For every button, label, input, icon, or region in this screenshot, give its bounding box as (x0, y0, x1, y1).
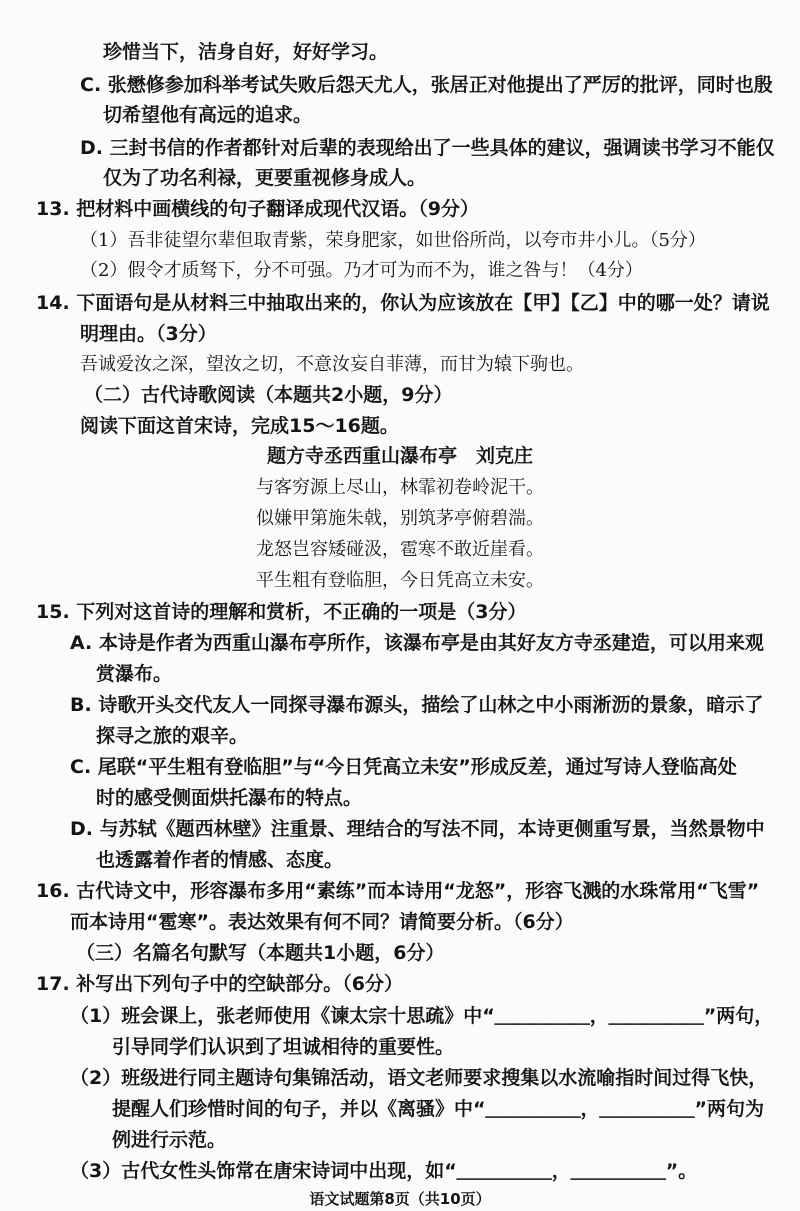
question-15: 15. 下列对这首诗的理解和赏析，不正确的一项是（3分） (36, 601, 527, 623)
question-17: 17. 补写出下列句子中的空缺部分。（6分） (36, 973, 403, 995)
option-a: A. 本诗是作者为西重山瀑布亭所作，该瀑布亭是由其好友方寺丞建造，可以用来观 (70, 632, 764, 654)
poem-line: 似嫌甲第施朱戟，别筑茅亭俯碧湍。 (256, 508, 544, 529)
text-line: 赏瀑布。 (96, 663, 173, 685)
option-d: D. 与苏轼《题西林壁》注重景、理结合的写法不同，本诗更侧重写景，当然景物中 (70, 818, 765, 840)
question-14: 14. 下面语句是从材料三中抽取出来的，你认为应该放在【甲】【乙】中的哪一处？请说 (36, 292, 770, 314)
q17-item-1: （1）班会课上，张老师使用《谏太宗十思疏》中“＿＿＿＿＿，＿＿＿＿＿”两句， (70, 1005, 774, 1027)
option-c: C. 尾联“平生粗有登临胆”与“今日凭高立未安”形成反差，通过写诗人登临高处 (70, 756, 737, 778)
poem-line: 与客穷源上尽山，林霏初卷岭泥干。 (256, 477, 544, 498)
q13-sentence-1: （1）吾非徒望尔辈但取青紫，荣身肥家，如世俗所尚，以夸市井小儿。（5分） (80, 230, 706, 251)
text-line: 提醒人们珍惜时间的句子，并以《离骚》中“＿＿＿＿＿，＿＿＿＿＿”两句为 (112, 1098, 764, 1120)
text-line: 时的感受侧面烘托瀑布的特点。 (96, 787, 363, 809)
text-line: 探寻之旅的艰辛。 (96, 725, 249, 747)
option-b: B. 诗歌开头交代友人一同探寻瀑布源头，描绘了山林之中小雨淅沥的景象，暗示了 (70, 694, 764, 716)
text-line: 例进行示范。 (112, 1129, 227, 1151)
text-line: 明理由。（3分） (80, 323, 217, 345)
page-footer: 语文试题第8页（共10页） (309, 1190, 491, 1208)
poem-title: 题方寺丞西重山瀑布亭 刘克庄 (266, 445, 533, 467)
poem-line: 平生粗有登临胆，今日凭高立未安。 (256, 570, 544, 591)
section-heading-3: （三）名篇名句默写（本题共1小题，6分） (76, 942, 445, 964)
section-heading-2: （二）古代诗歌阅读（本题共2小题，9分） (84, 384, 453, 406)
text-line: 也透露着作者的情感、态度。 (96, 849, 344, 871)
question-13: 13. 把材料中画横线的句子翻译成现代汉语。（9分） (36, 198, 479, 220)
option-d: D. 三封书信的作者都针对后辈的表现给出了一些具体的建议，强调读书学习不能仅 (80, 137, 775, 159)
q13-sentence-2: （2）假令才质驽下，分不可强。乃才可为而不为，谁之咎与！（4分） (80, 260, 643, 281)
q17-item-2: （2）班级进行同主题诗句集锦活动，语文老师要求搜集以水流喻指时间过得飞快， (70, 1067, 768, 1089)
text-line: 引导同学们认识到了坦诚相待的重要性。 (112, 1036, 455, 1058)
reading-instruction: 阅读下面这首宋诗，完成15～16题。 (80, 415, 399, 437)
poem-line: 龙怒岂容矮碰汲，雹寒不敢近崖看。 (256, 539, 544, 560)
text-line: 仅为了功名利禄，更要重视修身成人。 (103, 167, 427, 189)
option-c: C. 张懋修参加科举考试失败后怨天尤人，张居正对他提出了严厉的批评，同时也殷 (80, 74, 773, 96)
question-16: 16. 古代诗文中，形容瀑布多用“素练”而本诗用“龙怒”，形容飞溅的水珠常用“飞雪” (36, 880, 760, 902)
q17-item-3: （3）古代女性头饰常在唐宋诗词中出现，如“＿＿＿＿＿，＿＿＿＿＿”。 (70, 1160, 698, 1182)
q14-quote: 吾诚爱汝之深，望汝之切，不意汝妄自菲薄，而甘为辕下驹也。 (80, 354, 584, 375)
text-line: 而本诗用“雹寒”。表达效果有何不同？请简要分析。（6分） (70, 911, 574, 933)
text-line: 珍惜当下，洁身自好，好好学习。 (103, 41, 389, 63)
text-line: 切希望他有高远的追求。 (103, 104, 313, 126)
